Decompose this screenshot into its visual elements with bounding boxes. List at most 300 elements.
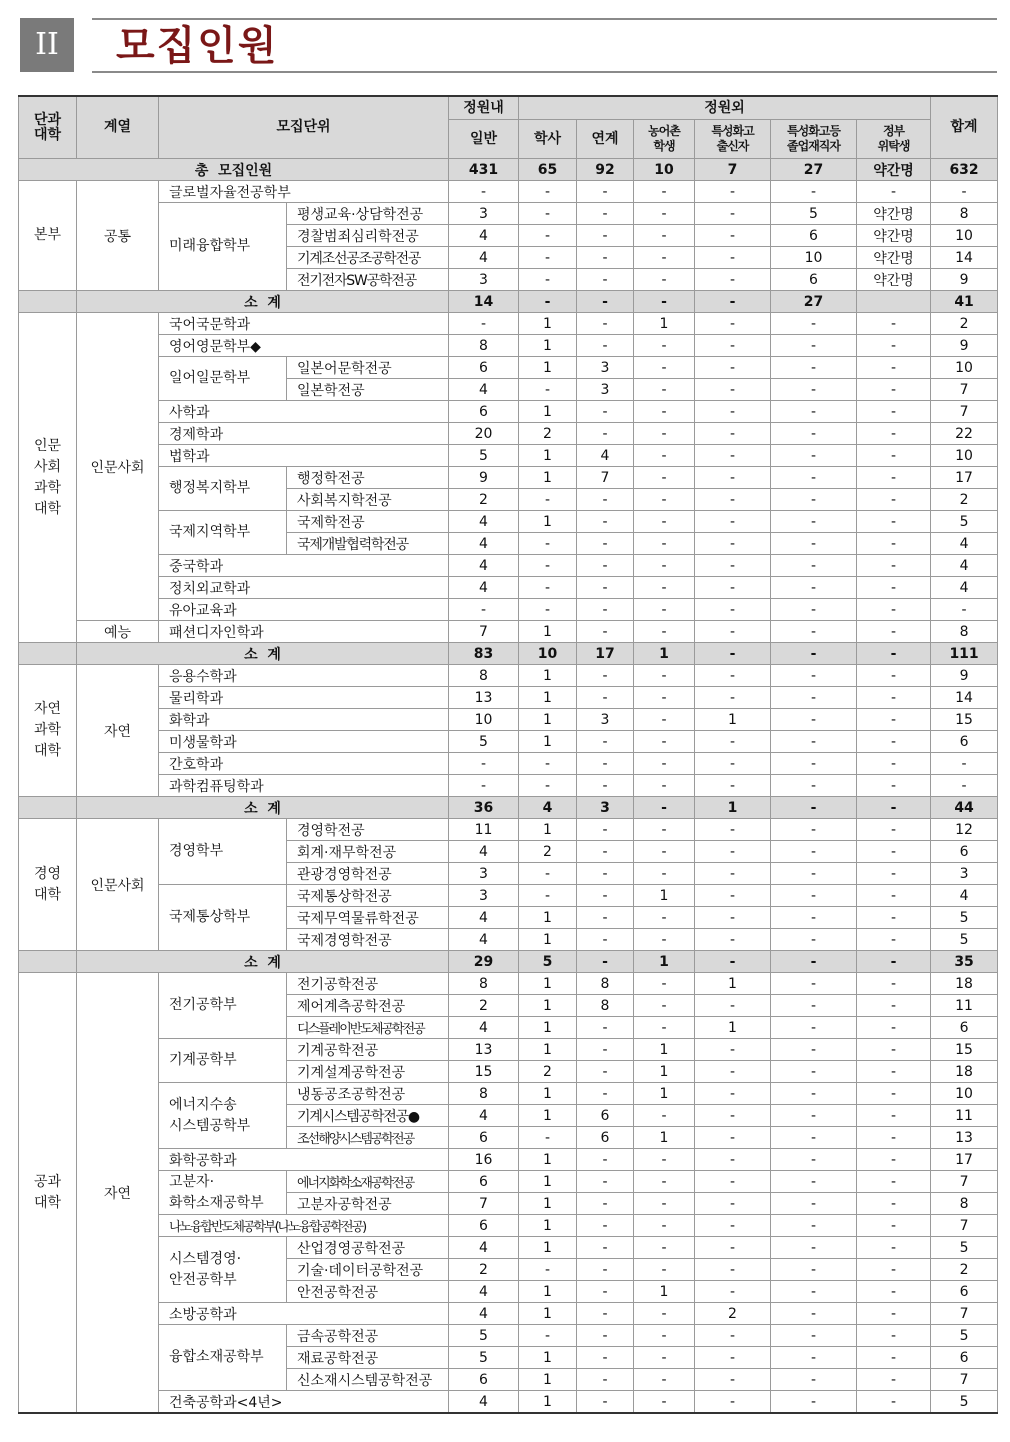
value-cell: -	[771, 753, 857, 775]
value-cell: -	[771, 555, 857, 577]
value-cell: 8	[449, 665, 519, 687]
field-name: 자연	[77, 973, 159, 1414]
major-name: 국제학전공	[287, 511, 449, 533]
field-name: 인문사회	[77, 819, 159, 951]
header-inquota: 정원내	[449, 96, 519, 120]
value-cell: -	[695, 841, 771, 863]
value-cell: -	[519, 1325, 577, 1347]
table-row	[19, 731, 998, 753]
table-row	[19, 621, 998, 643]
value-cell: -	[695, 1237, 771, 1259]
value-cell: -	[857, 753, 931, 775]
value-cell: 35	[931, 951, 998, 973]
college-spacer	[19, 951, 77, 973]
value-cell: 7	[931, 379, 998, 401]
value-cell: 1	[519, 1039, 577, 1061]
value-cell: 4	[519, 797, 577, 819]
value-cell: 6	[931, 1347, 998, 1369]
value-cell: -	[634, 379, 695, 401]
value-cell: -	[771, 687, 857, 709]
value-cell: -	[771, 467, 857, 489]
value-cell: -	[634, 423, 695, 445]
value-cell: -	[577, 1259, 634, 1281]
value-cell: 6	[449, 1369, 519, 1391]
value-cell: -	[577, 841, 634, 863]
value-cell: 5	[931, 511, 998, 533]
value-cell: -	[695, 269, 771, 291]
unit-name: 건축공학과<4년>	[159, 1391, 449, 1414]
value-cell: -	[771, 577, 857, 599]
value-cell: -	[857, 313, 931, 335]
value-cell: -	[577, 313, 634, 335]
value-cell: -	[695, 995, 771, 1017]
value-cell: -	[857, 181, 931, 203]
value-cell: -	[771, 1149, 857, 1171]
table-row	[19, 357, 998, 379]
value-cell: -	[857, 1127, 931, 1149]
major-name: 국제무역물류학전공	[287, 907, 449, 929]
major-name: 일본어문학전공	[287, 357, 449, 379]
value-cell: -	[519, 1127, 577, 1149]
value-cell: 11	[931, 995, 998, 1017]
header-col-label: 일반	[469, 130, 498, 147]
value-cell: 14	[931, 247, 998, 269]
value-cell: 1	[519, 709, 577, 731]
value-cell: -	[857, 1149, 931, 1171]
value-cell: -	[634, 665, 695, 687]
value-cell: 5	[931, 1325, 998, 1347]
value-cell: -	[771, 313, 857, 335]
header-col-government	[857, 120, 931, 159]
value-cell: -	[695, 863, 771, 885]
value-cell: -	[577, 1347, 634, 1369]
value-cell: -	[519, 225, 577, 247]
value-cell: -	[771, 797, 857, 819]
value-cell: -	[857, 423, 931, 445]
value-cell: -	[634, 269, 695, 291]
value-cell: -	[634, 225, 695, 247]
grand-total-value: 92	[577, 159, 634, 181]
value-cell: 10	[931, 357, 998, 379]
subtotal-row	[19, 797, 998, 819]
value-cell: 1	[519, 1171, 577, 1193]
value-cell: 15	[931, 709, 998, 731]
value-cell: -	[771, 863, 857, 885]
unit-name: 간호학과	[159, 753, 449, 775]
value-cell: 1	[695, 1017, 771, 1039]
table-row	[19, 1325, 998, 1347]
table-row	[19, 181, 998, 203]
value-cell: 6	[449, 1215, 519, 1237]
table-row	[19, 555, 998, 577]
value-cell: 18	[931, 973, 998, 995]
value-cell: -	[695, 401, 771, 423]
value-cell: -	[857, 929, 931, 951]
value-cell: -	[634, 1369, 695, 1391]
header-col-employed	[771, 120, 857, 159]
header-field: 계열	[77, 96, 159, 159]
value-cell: -	[771, 1171, 857, 1193]
value-cell: -	[634, 973, 695, 995]
major-name: 경영학전공	[287, 819, 449, 841]
value-cell: -	[931, 775, 998, 797]
value-cell: -	[577, 1369, 634, 1391]
value-cell: 1	[519, 1281, 577, 1303]
value-cell: -	[634, 247, 695, 269]
major-name: 기계설계공학전공	[287, 1061, 449, 1083]
unit-name: 전기공학부	[159, 973, 287, 1039]
table-row	[19, 1215, 998, 1237]
value-cell: 111	[931, 643, 998, 665]
value-cell: 10	[449, 709, 519, 731]
grand-total-row	[19, 159, 998, 181]
value-cell: -	[634, 1391, 695, 1414]
value-cell: -	[857, 1303, 931, 1325]
value-cell: 6	[771, 225, 857, 247]
value-cell: -	[771, 1391, 857, 1414]
value-cell: -	[634, 533, 695, 555]
value-cell: -	[771, 1369, 857, 1391]
value-cell: 4	[449, 511, 519, 533]
major-name: 경찰범죄심리학전공	[287, 225, 449, 247]
unit-name: 국제통상학부	[159, 885, 287, 951]
table-row	[19, 973, 998, 995]
value-cell: -	[577, 577, 634, 599]
value-cell: 1	[519, 401, 577, 423]
table-row	[19, 775, 998, 797]
value-cell: -	[634, 1215, 695, 1237]
value-cell: 7	[931, 1369, 998, 1391]
value-cell: -	[695, 1039, 771, 1061]
value-cell: 8	[577, 973, 634, 995]
table-row	[19, 1237, 998, 1259]
value-cell: 5	[449, 445, 519, 467]
value-cell: 4	[449, 1281, 519, 1303]
major-name: 기계시스템공학전공●	[287, 1105, 449, 1127]
value-cell: 13	[449, 687, 519, 709]
value-cell: 1	[519, 819, 577, 841]
value-cell: -	[857, 1281, 931, 1303]
value-cell: -	[634, 1325, 695, 1347]
value-cell: -	[634, 775, 695, 797]
unit-name: 응용수학과	[159, 665, 449, 687]
value-cell: 2	[695, 1303, 771, 1325]
value-cell: -	[634, 1259, 695, 1281]
value-cell: 9	[931, 665, 998, 687]
value-cell: -	[771, 665, 857, 687]
grand-total-value: 약간명	[857, 159, 931, 181]
value-cell: 4	[577, 445, 634, 467]
value-cell: -	[577, 665, 634, 687]
value-cell: 3	[931, 863, 998, 885]
value-cell: -	[771, 1105, 857, 1127]
value-cell: -	[695, 511, 771, 533]
value-cell: 8	[931, 621, 998, 643]
unit-name: 에너지수송 시스템공학부	[159, 1083, 287, 1149]
section-number-box	[20, 18, 74, 72]
value-cell: 15	[931, 1039, 998, 1061]
unit-name: 융합소재공학부	[159, 1325, 287, 1391]
value-cell: -	[634, 467, 695, 489]
value-cell: -	[577, 1039, 634, 1061]
college-name: 본부	[19, 181, 77, 291]
table-row	[19, 1039, 998, 1061]
major-name: 국제경영학전공	[287, 929, 449, 951]
value-cell: -	[634, 181, 695, 203]
value-cell: -	[634, 489, 695, 511]
value-cell: -	[695, 1281, 771, 1303]
table-row	[19, 599, 998, 621]
value-cell: 1	[519, 973, 577, 995]
value-cell: -	[771, 1325, 857, 1347]
value-cell: 3	[449, 885, 519, 907]
value-cell: -	[771, 357, 857, 379]
value-cell: -	[634, 753, 695, 775]
value-cell: -	[695, 1061, 771, 1083]
value-cell: -	[857, 951, 931, 973]
value-cell: 2	[449, 1259, 519, 1281]
table-row	[19, 467, 998, 489]
value-cell: -	[695, 929, 771, 951]
value-cell: 4	[449, 907, 519, 929]
value-cell: -	[634, 863, 695, 885]
header-unit: 모집단위	[159, 96, 449, 159]
unit-name: 경영학부	[159, 819, 287, 885]
value-cell: 10	[931, 445, 998, 467]
value-cell: 13	[931, 1127, 998, 1149]
value-cell: -	[634, 929, 695, 951]
grand-total-value: 632	[931, 159, 998, 181]
value-cell: -	[695, 1259, 771, 1281]
value-cell: 약간명	[857, 203, 931, 225]
major-name: 안전공학전공	[287, 1281, 449, 1303]
value-cell: 3	[449, 269, 519, 291]
value-cell: -	[771, 621, 857, 643]
unit-name: 나노융합반도체공학부(나노융합공학전공)	[159, 1215, 449, 1237]
table-row	[19, 203, 998, 225]
admission-quota-table	[18, 95, 998, 1414]
value-cell: -	[695, 885, 771, 907]
value-cell: 4	[931, 577, 998, 599]
value-cell: -	[577, 621, 634, 643]
unit-name: 패션디자인학과	[159, 621, 449, 643]
value-cell: -	[771, 1303, 857, 1325]
grand-total-value: 27	[771, 159, 857, 181]
subtotal-label: 소 계	[77, 797, 449, 819]
value-cell: -	[634, 357, 695, 379]
value-cell: 9	[931, 335, 998, 357]
value-cell: 8	[931, 1193, 998, 1215]
table-row	[19, 819, 998, 841]
header-col-label: 특성화고 출신자	[711, 124, 754, 153]
value-cell: -	[857, 533, 931, 555]
value-cell: 6	[449, 357, 519, 379]
value-cell: -	[634, 335, 695, 357]
value-cell: -	[695, 467, 771, 489]
value-cell: 1	[519, 1083, 577, 1105]
value-cell: -	[577, 1083, 634, 1105]
value-cell: -	[771, 1215, 857, 1237]
major-name: 관광경영학전공	[287, 863, 449, 885]
value-cell: -	[695, 621, 771, 643]
unit-name: 중국학과	[159, 555, 449, 577]
value-cell: -	[695, 423, 771, 445]
value-cell: -	[857, 445, 931, 467]
value-cell: 17	[931, 467, 998, 489]
value-cell: 6	[771, 269, 857, 291]
unit-name: 법학과	[159, 445, 449, 467]
value-cell: -	[634, 731, 695, 753]
major-name: 재료공학전공	[287, 1347, 449, 1369]
value-cell: -	[577, 269, 634, 291]
grand-total-value: 7	[695, 159, 771, 181]
value-cell: -	[634, 291, 695, 313]
table-row	[19, 709, 998, 731]
college-name: 공과 대학	[19, 973, 77, 1414]
value-cell: 44	[931, 797, 998, 819]
value-cell: -	[695, 291, 771, 313]
value-cell: -	[771, 181, 857, 203]
value-cell: -	[634, 1303, 695, 1325]
value-cell: -	[695, 181, 771, 203]
value-cell: -	[695, 1369, 771, 1391]
major-name: 사회복지학전공	[287, 489, 449, 511]
value-cell: -	[771, 533, 857, 555]
value-cell: -	[857, 885, 931, 907]
value-cell: 22	[931, 423, 998, 445]
value-cell: -	[449, 775, 519, 797]
value-cell: -	[577, 401, 634, 423]
major-name: 조선해양시스템공학전공	[287, 1127, 449, 1149]
value-cell: 4	[449, 555, 519, 577]
value-cell: -	[634, 445, 695, 467]
value-cell: 1	[519, 1105, 577, 1127]
value-cell: 41	[931, 291, 998, 313]
value-cell: -	[634, 577, 695, 599]
value-cell: 1	[634, 885, 695, 907]
value-cell: 6	[449, 1127, 519, 1149]
value-cell: 16	[449, 1149, 519, 1171]
major-name: 기계조선공조공학전공	[287, 247, 449, 269]
value-cell: -	[577, 1215, 634, 1237]
value-cell: -	[857, 1259, 931, 1281]
value-cell: -	[857, 599, 931, 621]
value-cell: -	[519, 269, 577, 291]
header-outquota: 정원외	[519, 96, 931, 120]
value-cell: 8	[931, 203, 998, 225]
value-cell: -	[695, 357, 771, 379]
value-cell: -	[695, 643, 771, 665]
value-cell: 12	[931, 819, 998, 841]
value-cell: 14	[449, 291, 519, 313]
value-cell: -	[857, 797, 931, 819]
value-cell: -	[771, 379, 857, 401]
value-cell: 2	[931, 313, 998, 335]
value-cell: -	[771, 841, 857, 863]
value-cell: -	[857, 731, 931, 753]
value-cell: -	[695, 1105, 771, 1127]
value-cell: -	[771, 489, 857, 511]
value-cell: -	[634, 1171, 695, 1193]
major-name: 국제개발협력학전공	[287, 533, 449, 555]
value-cell: -	[695, 1149, 771, 1171]
value-cell: -	[695, 819, 771, 841]
value-cell: 1	[634, 1281, 695, 1303]
header-rule-bottom	[92, 71, 997, 73]
value-cell: -	[577, 335, 634, 357]
major-name: 금속공학전공	[287, 1325, 449, 1347]
value-cell: -	[577, 555, 634, 577]
table-body	[19, 159, 998, 1414]
value-cell: 6	[449, 401, 519, 423]
value-cell: -	[771, 401, 857, 423]
table-row	[19, 885, 998, 907]
table-row	[19, 401, 998, 423]
value-cell: -	[634, 907, 695, 929]
value-cell: 11	[931, 1105, 998, 1127]
major-name: 디스플레이반도체공학전공	[287, 1017, 449, 1039]
major-name: 전기전자SW공학전공	[287, 269, 449, 291]
value-cell: 1	[519, 313, 577, 335]
value-cell: -	[771, 599, 857, 621]
value-cell: 1	[519, 357, 577, 379]
value-cell: -	[577, 423, 634, 445]
grand-total-value: 431	[449, 159, 519, 181]
value-cell: 3	[449, 203, 519, 225]
header-col-vocational	[695, 120, 771, 159]
value-cell: 14	[931, 687, 998, 709]
value-cell: -	[519, 1259, 577, 1281]
header-col-label: 정부 위탁생	[877, 124, 910, 153]
value-cell: -	[857, 775, 931, 797]
value-cell: -	[634, 401, 695, 423]
table-row	[19, 577, 998, 599]
value-cell: -	[634, 841, 695, 863]
value-cell: -	[771, 643, 857, 665]
value-cell: 1	[519, 1193, 577, 1215]
value-cell: -	[771, 511, 857, 533]
value-cell: 1	[634, 1061, 695, 1083]
value-cell: -	[771, 819, 857, 841]
value-cell: -	[577, 181, 634, 203]
header-col-linked	[577, 120, 634, 159]
value-cell: 5	[449, 1325, 519, 1347]
value-cell: -	[634, 203, 695, 225]
unit-name: 영어영문학부◆	[159, 335, 449, 357]
value-cell: 9	[449, 467, 519, 489]
value-cell: 2	[519, 423, 577, 445]
value-cell: -	[695, 775, 771, 797]
value-cell: -	[857, 489, 931, 511]
value-cell: -	[519, 247, 577, 269]
header-col-label: 특성화고등 졸업재직자	[787, 124, 840, 153]
table-row	[19, 753, 998, 775]
value-cell: 1	[634, 1039, 695, 1061]
major-name: 산업경영공학전공	[287, 1237, 449, 1259]
value-cell: -	[857, 1215, 931, 1237]
value-cell: 7	[931, 1303, 998, 1325]
grand-total-value: 10	[634, 159, 695, 181]
value-cell: 3	[577, 357, 634, 379]
value-cell: 10	[931, 225, 998, 247]
value-cell: 1	[519, 995, 577, 1017]
value-cell: -	[857, 335, 931, 357]
value-cell: -	[771, 885, 857, 907]
value-cell: 18	[931, 1061, 998, 1083]
value-cell: 4	[449, 577, 519, 599]
value-cell: 5	[771, 203, 857, 225]
value-cell: -	[634, 1017, 695, 1039]
